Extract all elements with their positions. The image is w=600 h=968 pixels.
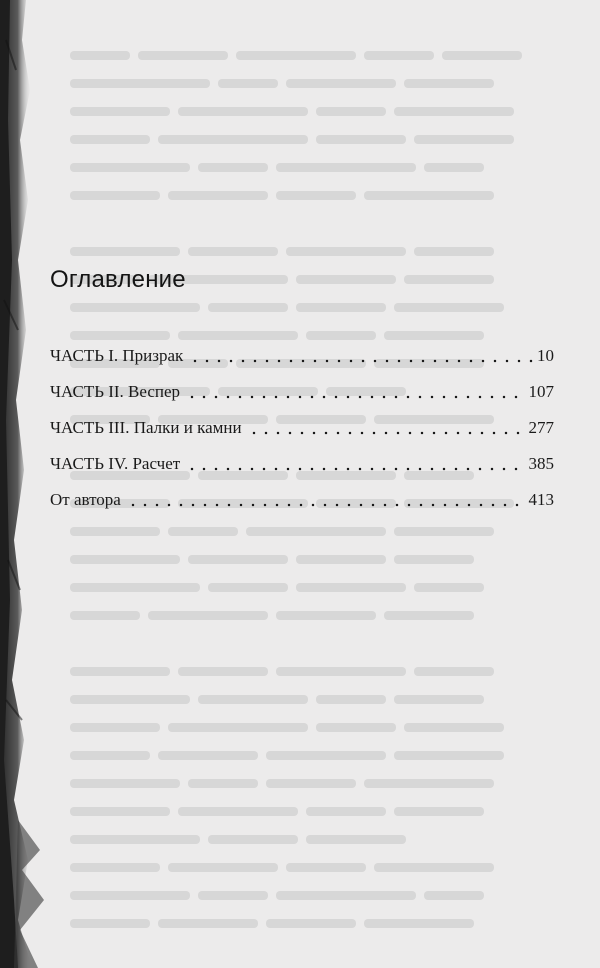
bleed-through-word (70, 51, 130, 60)
bleed-through-word (296, 275, 396, 284)
bleed-through-word (404, 723, 504, 732)
toc-entry-label: ЧАСТЬ II. Веспер (50, 382, 181, 401)
bleed-through-word (296, 303, 386, 312)
bleed-through-line (70, 124, 590, 152)
bleed-through-word (276, 163, 416, 172)
bleed-through-word (178, 331, 298, 340)
bleed-through-line (70, 796, 590, 824)
bleed-through-line (70, 68, 590, 96)
bleed-through-word (178, 667, 268, 676)
bleed-through-line (70, 572, 590, 600)
bleed-through-word (364, 191, 494, 200)
toc-entry-page-number: 10 (537, 346, 554, 365)
bleed-through-word (306, 807, 386, 816)
bleed-through-word (424, 163, 484, 172)
toc-entry-part-4[interactable] (50, 452, 554, 488)
bleed-through-word (178, 807, 298, 816)
bleed-through-word (316, 135, 406, 144)
bleed-through-line (70, 236, 590, 264)
bleed-through-word (316, 695, 386, 704)
toc-entry-label: От автора (50, 490, 121, 509)
bleed-through-word (276, 611, 376, 620)
bleed-through-word (70, 191, 160, 200)
bleed-through-word (394, 751, 504, 760)
bleed-through-word (414, 667, 494, 676)
bleed-through-word (286, 863, 366, 872)
bleed-through-word (70, 107, 170, 116)
bleed-through-word (70, 79, 210, 88)
bleed-through-word (70, 863, 160, 872)
bleed-through-word (70, 695, 190, 704)
bleed-through-word (218, 79, 278, 88)
bleed-through-word (286, 79, 396, 88)
bleed-through-line (70, 208, 590, 236)
bleed-through-word (394, 695, 484, 704)
toc-entry-page-number: 385 (528, 454, 554, 473)
bleed-through-word (70, 807, 170, 816)
toc-entry-page-number: 107 (528, 382, 554, 401)
bleed-through-word (364, 51, 434, 60)
bleed-through-word (414, 583, 484, 592)
bleed-through-word (316, 107, 386, 116)
bleed-through-word (70, 611, 140, 620)
bleed-through-word (158, 919, 258, 928)
bleed-through-line (70, 880, 590, 908)
bleed-through-line (70, 544, 590, 572)
dot-leader (189, 346, 533, 363)
bleed-through-line (70, 96, 590, 124)
bleed-through-word (394, 555, 474, 564)
bleed-through-word (70, 667, 170, 676)
toc-entry-label: ЧАСТЬ III. Палки и камни (50, 418, 242, 437)
bleed-through-word (442, 51, 522, 60)
bleed-through-word (138, 51, 228, 60)
bleed-through-word (414, 135, 514, 144)
bleed-through-word (276, 191, 356, 200)
bleed-through-word (70, 751, 150, 760)
bleed-through-line (70, 600, 590, 628)
bleed-through-word (276, 667, 406, 676)
bleed-through-word (70, 555, 180, 564)
bleed-through-line (70, 292, 590, 320)
bleed-through-word (70, 891, 190, 900)
bleed-through-word (188, 555, 288, 564)
dot-leader (248, 418, 525, 435)
bleed-through-word (384, 611, 474, 620)
dot-leader (127, 490, 525, 507)
bleed-through-word (198, 891, 268, 900)
bleed-through-line (70, 824, 590, 852)
toc-entry-label: ЧАСТЬ I. Призрак (50, 346, 184, 365)
bleed-through-word (70, 331, 170, 340)
toc-entry-page-number: 413 (528, 490, 554, 509)
bleed-through-word (70, 163, 190, 172)
bleed-through-word (208, 583, 288, 592)
bleed-through-word (394, 107, 514, 116)
bleed-through-line (70, 852, 590, 880)
bleed-through-word (168, 863, 278, 872)
bleed-through-word (266, 751, 386, 760)
bleed-through-word (394, 807, 484, 816)
bleed-through-word (374, 863, 494, 872)
bleed-through-line (70, 628, 590, 656)
bleed-through-word (188, 247, 278, 256)
bleed-through-line (70, 768, 590, 796)
bleed-through-word (70, 135, 150, 144)
bleed-through-word (394, 303, 504, 312)
bleed-through-line (70, 908, 590, 936)
bleed-through-word (316, 723, 396, 732)
bleed-through-word (394, 527, 494, 536)
bleed-through-word (70, 527, 160, 536)
bleed-through-word (70, 303, 200, 312)
bleed-through-word (178, 107, 308, 116)
bleed-through-word (208, 303, 288, 312)
bleed-through-word (168, 191, 268, 200)
bleed-through-word (168, 723, 308, 732)
bleed-through-word (364, 919, 474, 928)
toc-entry-page-number: 277 (528, 418, 554, 437)
bleed-through-line (70, 40, 590, 68)
bleed-through-word (286, 247, 406, 256)
bleed-through-word (266, 779, 356, 788)
toc-entry-part-3[interactable] (50, 416, 554, 452)
bleed-through-line (70, 684, 590, 712)
bleed-through-word (198, 163, 268, 172)
bleed-through-word (70, 919, 150, 928)
bleed-through-line (70, 656, 590, 684)
scan-edge-shadow (0, 0, 48, 968)
bleed-through-word (236, 51, 356, 60)
toc-entry-part-2[interactable] (50, 380, 554, 416)
bleed-through-word (404, 79, 494, 88)
toc-entry-author-note[interactable] (50, 488, 554, 524)
bleed-through-word (246, 527, 386, 536)
bleed-through-word (276, 891, 416, 900)
bleed-through-word (208, 835, 298, 844)
bleed-through-word (70, 835, 200, 844)
contents-list (50, 344, 554, 524)
bleed-through-line (70, 152, 590, 180)
contents-heading: Оглавление (50, 266, 186, 293)
bleed-through-word (198, 695, 308, 704)
bleed-through-word (70, 247, 180, 256)
bleed-through-word (384, 331, 484, 340)
dot-leader (186, 454, 524, 471)
bleed-through-word (414, 247, 494, 256)
bleed-through-line (70, 180, 590, 208)
toc-entry-label: ЧАСТЬ IV. Расчет (50, 454, 181, 473)
bleed-through-word (296, 555, 386, 564)
bleed-through-word (306, 835, 406, 844)
bleed-through-word (306, 331, 376, 340)
bleed-through-word (70, 779, 180, 788)
bleed-through-word (158, 751, 258, 760)
bleed-through-word (70, 723, 160, 732)
bleed-through-word (404, 275, 494, 284)
dot-leader (186, 382, 524, 399)
toc-entry-part-1[interactable] (50, 344, 554, 380)
bleed-through-word (424, 891, 484, 900)
bleed-through-word (70, 583, 200, 592)
bleed-through-line (70, 712, 590, 740)
bleed-through-word (168, 527, 238, 536)
bleed-through-line (70, 740, 590, 768)
bleed-through-word (266, 919, 356, 928)
bleed-through-word (364, 779, 494, 788)
bleed-through-word (158, 135, 308, 144)
bleed-through-word (188, 779, 258, 788)
bleed-through-word (148, 611, 268, 620)
bleed-through-word (296, 583, 406, 592)
